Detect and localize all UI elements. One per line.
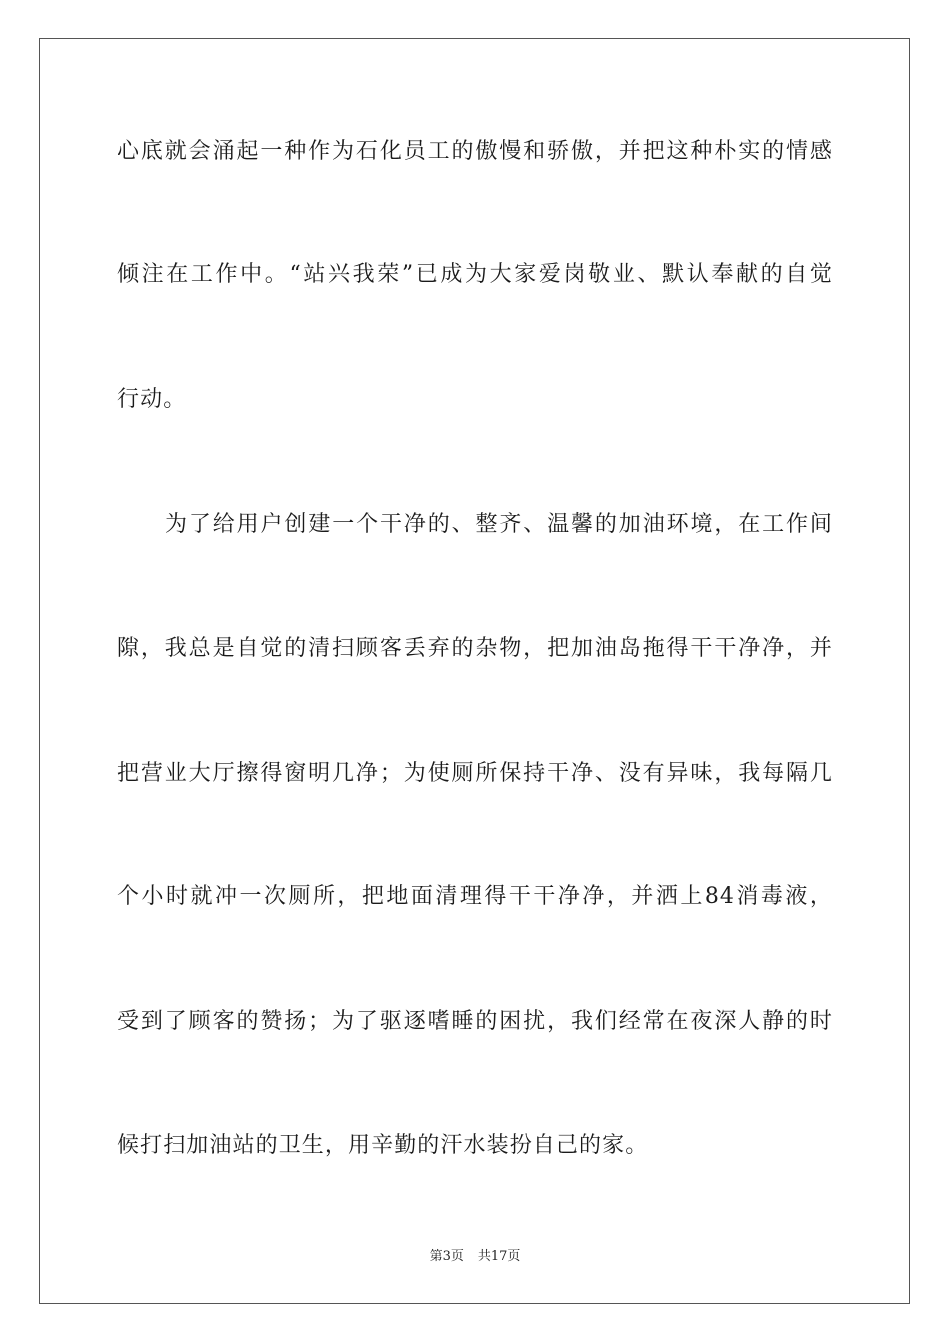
text-line: 倾注在工作中。“站兴我荣”已成为大家爱岗敬业、默认奉献的自觉	[117, 262, 833, 287]
text-line: 受到了顾客的赞扬；为了驱逐嗜睡的困扰，我们经常在夜深人静的时	[117, 1009, 833, 1034]
text-line: 隙，我总是自觉的清扫顾客丢弃的杂物，把加油岛拖得干干净净，并	[117, 636, 833, 661]
page-total: 共17页	[477, 1249, 521, 1264]
paragraph-first-line: 为了给用户创建一个干净的、整齐、温馨的加油环境，在工作间	[165, 512, 833, 537]
text-line: 个小时就冲一次厕所，把地面清理得干干净净，并洒上84消毒液，	[117, 884, 833, 909]
text-line: 行动。	[117, 387, 187, 412]
text-line: 心底就会涌起一种作为石化员工的傲慢和骄傲，并把这种朴实的情感	[117, 139, 833, 164]
text-line: 候打扫加油站的卫生，用辛勤的汗水装扮自己的家。	[117, 1133, 649, 1158]
text-line: 把营业大厅擦得窗明几净；为使厕所保持干净、没有异味，我每隔几	[117, 761, 833, 786]
page-footer	[0, 1247, 950, 1267]
page-border	[39, 38, 910, 1304]
page-number: 第3页	[429, 1249, 464, 1264]
